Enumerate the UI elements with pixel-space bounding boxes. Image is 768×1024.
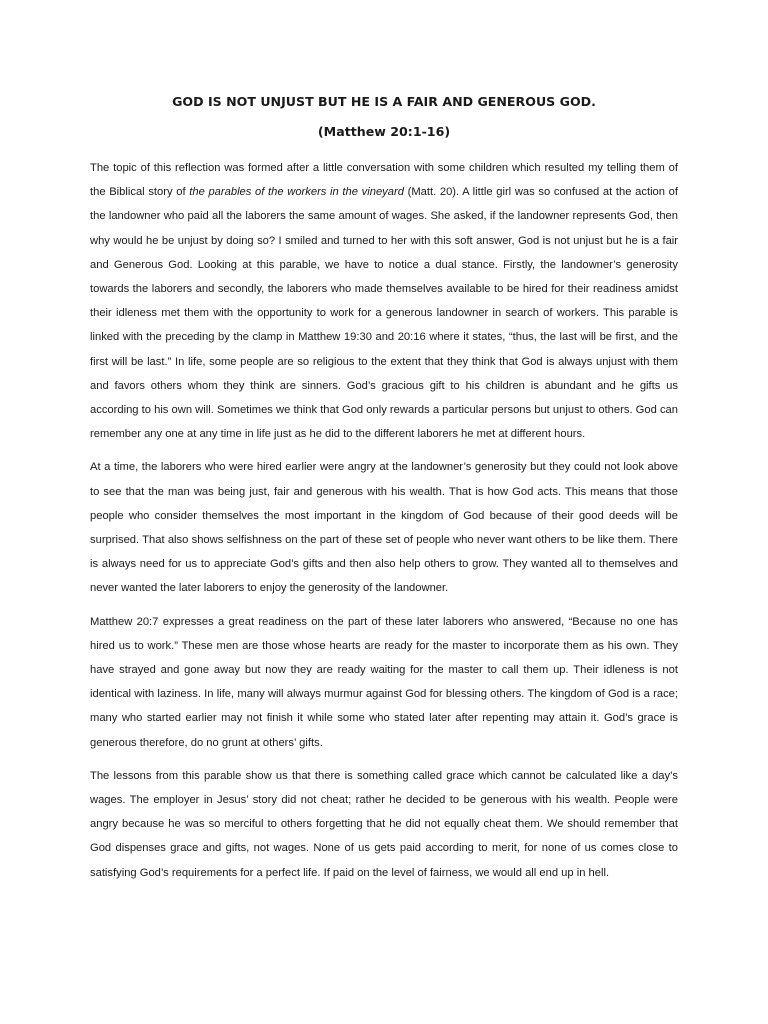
paragraph-1-text-end: (Matt. 20). A little girl was so confused at the action of the landowner who paid all the laborers the same amount of wages. She asked, if the landowner represents God, then why would he be unjust by doing so? I smiled and turned to her with this soft answer, God is not unjust but he is a fair and Generous God. Looking at this parable, we have to notice a dual stance. Firstly, the landowner’s generosity towards the laborers and secondly, the laborers who made themselves available to be hired for their readiness amidst their idleness met them with the opportunity to work for a generous landowner in search of workers. This parable is linked with the preceding by the clamp in Matthew 19:30 and 20:16 where it states, “thus, the last will be first, and the first will be last.” In life, some people are so religious to the extent that they think that God is always unjust with them and favors others whom they think are sinners. God’s gracious gift to his children is abundant and he gifts us according to his own will. Sometimes we think that God only rewards a particular persons but unjust to others. God can remember any one at any time in life just as he did to the different laborers he met at different hours. [90, 186, 678, 441]
paragraph-1 [90, 156, 678, 446]
page-title: GOD IS NOT UNJUST BUT HE IS A FAIR AND GENEROUS GOD. [172, 94, 596, 109]
scripture-reference: (Matthew 20:1-16) [317, 124, 451, 139]
paragraph-3: Matthew 20:7 expresses a great readiness on the part of these later laborers who answered, “Because no one has hired us to work.” These men are those whose hearts are ready for the master to incorporate them as his own. They have strayed and gone away but now they are ready waiting for the master to call them up. Their idleness is not identical with laziness. In life, many will always murmur against God for blessing others. The kingdom of God is a race; many who started earlier may not finish it while some who stated later after repenting may attain it. God’s grace is generous therefore, do no grunt at others’ gifts. [90, 615, 678, 749]
paragraph-1-text-start: The topic of this reflection was formed after a little conversation with some children which resulted my telling them of the Biblical story of [90, 162, 678, 199]
paragraph-2: At a time, the laborers who were hired earlier were angry at the landowner’s generosity but they could not look above to see that the man was being just, fair and generous with his wealth. That is how God acts. This means that those people who consider themselves the most important in the kingdom of God because of their good deeds will be surprised. That also shows selfishness on the part of these set of people who never want others to be like them. There is always need for us to appreciate God’s gifts and then also help others to grow. They wanted all to themselves and never wanted the later laborers to enjoy the generosity of the landowner. [90, 461, 678, 595]
paragraph-4: The lessons from this parable show us that there is something called grace which cannot be calculated like a day’s wages. The employer in Jesus’ story did not cheat; rather he decided to be generous with his wealth. People were angry because he was so merciful to others forgetting that he did not equally cheat them. We should remember that God dispenses grace and gifts, not wages. None of us gets paid according to merit, for none of us comes close to satisfying God’s requirements for a perfect life. If paid on the level of fairness, we would all end up in hell. [90, 769, 678, 879]
parable-title-italic: the parables of the workers in the vineyard [189, 186, 404, 199]
body-text [90, 156, 678, 885]
